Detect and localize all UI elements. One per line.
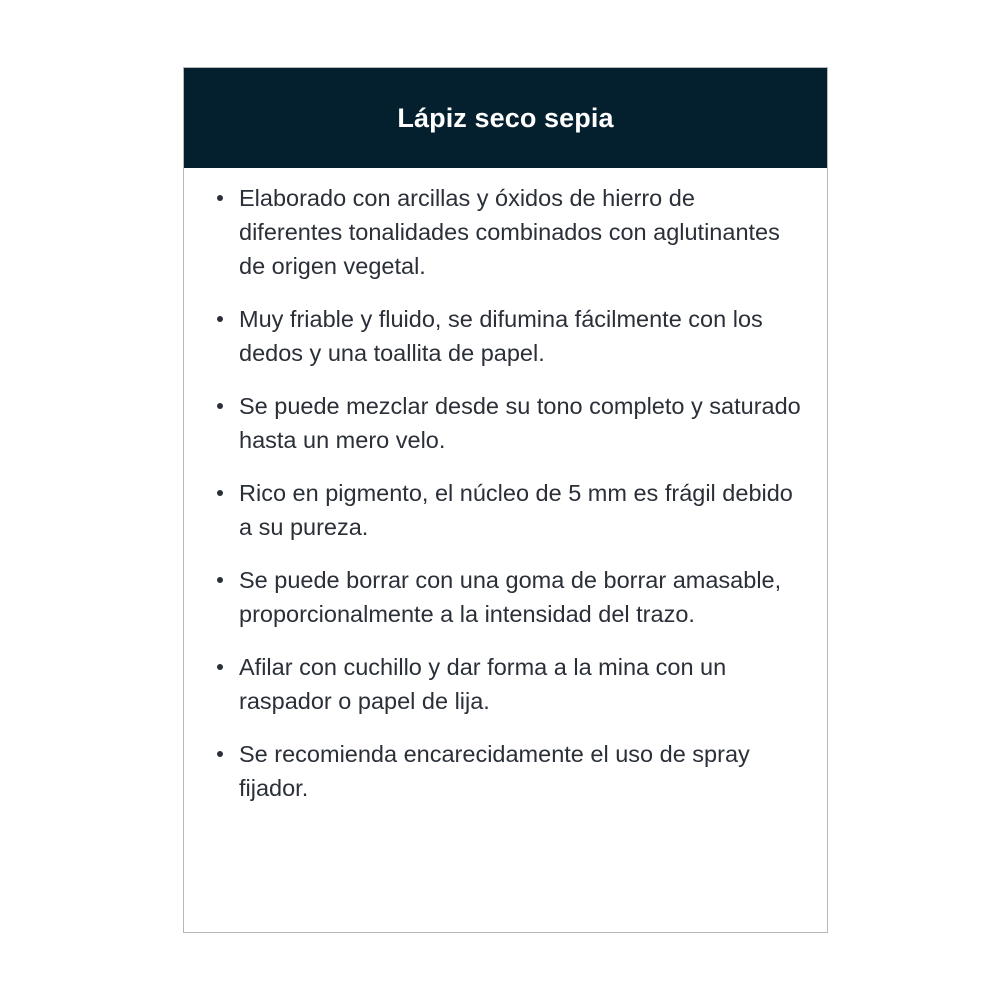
list-item-text: Se puede mezclar desde su tono completo y saturado hasta un mero velo. bbox=[239, 393, 801, 453]
card-title: Lápiz seco sepia bbox=[397, 102, 614, 133]
list-item-text: Elaborado con arcillas y óxidos de hierro de diferentes tonalidades combinados con aglutinantes de origen vegetal. bbox=[239, 185, 780, 279]
list-item bbox=[239, 650, 803, 718]
list-item bbox=[239, 181, 803, 283]
bullet-icon bbox=[217, 664, 223, 670]
bullet-icon bbox=[217, 403, 223, 409]
list-item bbox=[239, 737, 803, 805]
bullet-icon bbox=[217, 490, 223, 496]
list-item-text: Se recomienda encarecidamente el uso de spray fijador. bbox=[239, 741, 750, 801]
list-item-text: Rico en pigmento, el núcleo de 5 mm es frágil debido a su pureza. bbox=[239, 480, 793, 540]
list-item bbox=[239, 476, 803, 544]
bullet-icon bbox=[217, 316, 223, 322]
card-header bbox=[184, 68, 827, 168]
list-item bbox=[239, 302, 803, 370]
product-info-card bbox=[183, 67, 828, 933]
list-item-text: Se puede borrar con una goma de borrar amasable, proporcionalmente a la intensidad del trazo. bbox=[239, 567, 782, 627]
bullet-icon bbox=[217, 577, 223, 583]
list-item bbox=[239, 389, 803, 457]
bullet-icon bbox=[217, 195, 223, 201]
list-item-text: Muy friable y fluido, se difumina fácilmente con los dedos y una toallita de papel. bbox=[239, 306, 763, 366]
list-item-text: Afilar con cuchillo y dar forma a la mina con un raspador o papel de lija. bbox=[239, 654, 727, 714]
list-item bbox=[239, 563, 803, 631]
bullet-icon bbox=[217, 751, 223, 757]
feature-list bbox=[184, 168, 827, 805]
